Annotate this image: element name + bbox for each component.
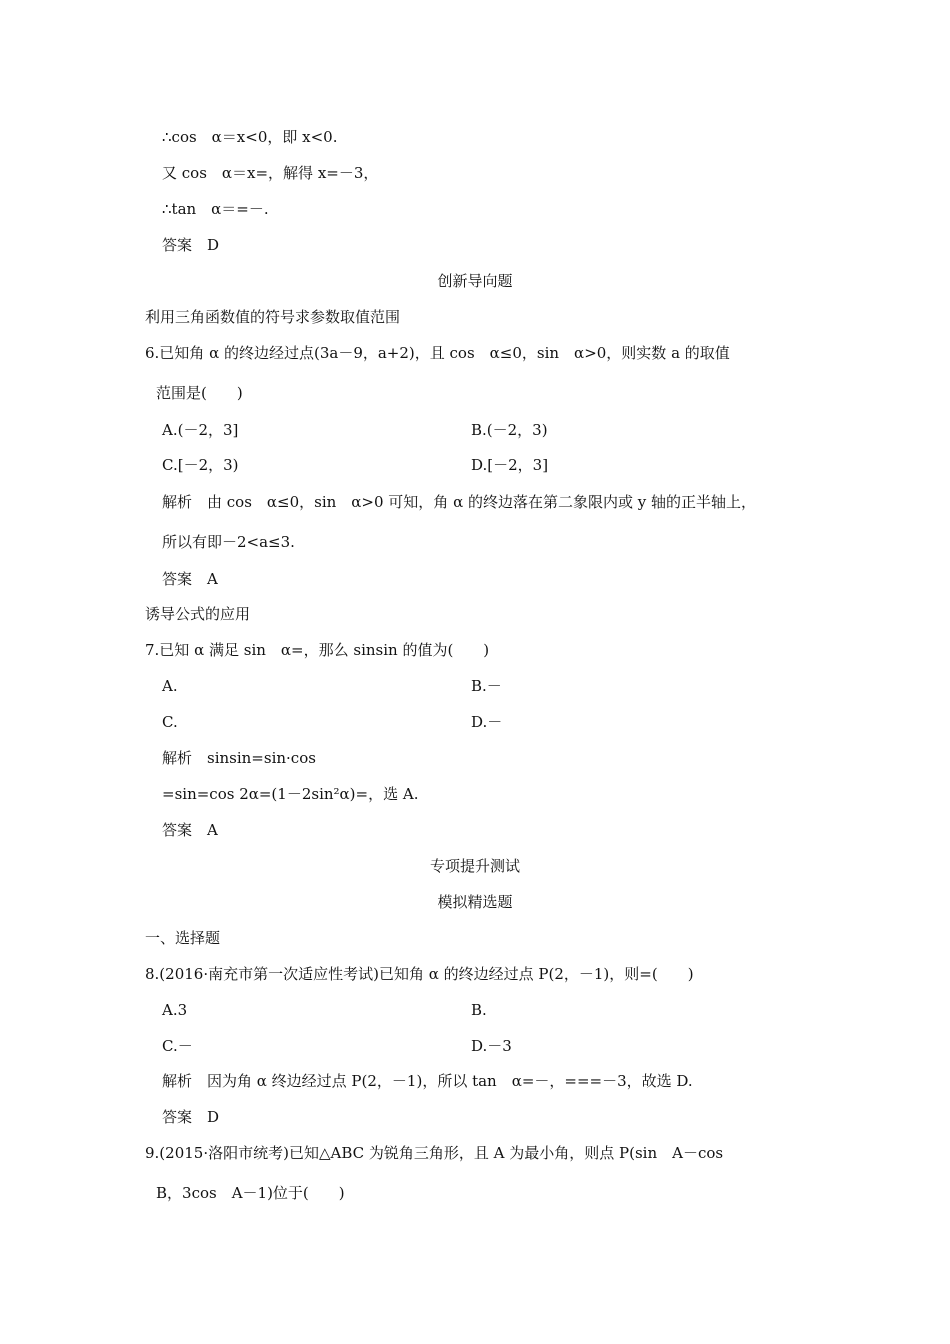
question-9: 9.(2015·洛阳市统考)已知△ABC 为锐角三角形，且 A 为最小角，则点 P(sin A－cos xyxy=(145,1144,724,1162)
q8-option-d: D.－3 xyxy=(471,1037,512,1055)
answer-6: 答案 A xyxy=(162,570,218,588)
solution-line-tan: ∴tan α＝=－. xyxy=(162,200,269,218)
q8-option-a: A.3 xyxy=(162,1001,188,1019)
q7-option-d: D.－ xyxy=(471,713,503,731)
q7-option-b: B.－ xyxy=(471,677,502,695)
question-9-continued: B，3cos A－1)位于( ) xyxy=(156,1184,345,1202)
q6-option-b: B.(－2，3) xyxy=(471,421,548,439)
question-6-continued: 范围是( ) xyxy=(156,384,243,402)
part-heading-choice: 一、选择题 xyxy=(145,929,221,947)
q8-option-b: B. xyxy=(471,1001,487,1019)
answer-7: 答案 A xyxy=(162,821,218,839)
solution-line-cos: ∴cos α＝x<0，即 x<0. xyxy=(162,128,338,146)
q7-option-c: C. xyxy=(162,713,178,731)
question-7: 7.已知 α 满足 sin α=，那么 sinsin 的值为( ) xyxy=(145,641,490,659)
question-6: 6.已知角 α 的终边经过点(3a－9，a+2)，且 cos α≤0，sin α>0，则实数 a 的取值 xyxy=(145,344,730,362)
q6-analysis-continued: 所以有即－2<a≤3. xyxy=(162,533,295,551)
question-8: 8.(2016·南充市第一次适应性考试)已知角 α 的终边经过点 P(2，－1)，则=( ) xyxy=(145,965,694,983)
q6-option-c: C.[－2，3) xyxy=(162,456,239,474)
solution-line-solve-x: 又 cos α＝x=，解得 x=－3， xyxy=(162,164,379,182)
section-title-improvement: 专项提升测试 xyxy=(429,857,520,875)
topic-heading-sign: 利用三角函数值的符号求参数取值范围 xyxy=(145,308,401,326)
q7-analysis: 解析 sinsin=sin·cos xyxy=(162,749,316,767)
section-title-innovation: 创新导向题 xyxy=(437,272,513,290)
q7-analysis-continued: =sin=cos 2α=(1－2sin²α)=，选 A. xyxy=(162,785,419,803)
q6-option-a: A.(－2，3] xyxy=(162,421,239,439)
q6-analysis: 解析 由 cos α≤0，sin α>0 可知，角 α 的终边落在第二象限内或 y 轴的正半轴上， xyxy=(162,493,756,511)
section-title-mock: 模拟精选题 xyxy=(437,893,513,911)
topic-heading-induction: 诱导公式的应用 xyxy=(145,605,251,623)
q7-option-a: A. xyxy=(162,677,178,695)
q6-option-d: D.[－2，3] xyxy=(471,456,549,474)
answer-8: 答案 D xyxy=(162,1108,220,1126)
q8-analysis: 解析 因为角 α 终边经过点 P(2，－1)，所以 tan α=－，===－3，故选 D. xyxy=(162,1072,693,1090)
q8-option-c: C.－ xyxy=(162,1037,193,1055)
answer-5: 答案 D xyxy=(162,236,220,254)
